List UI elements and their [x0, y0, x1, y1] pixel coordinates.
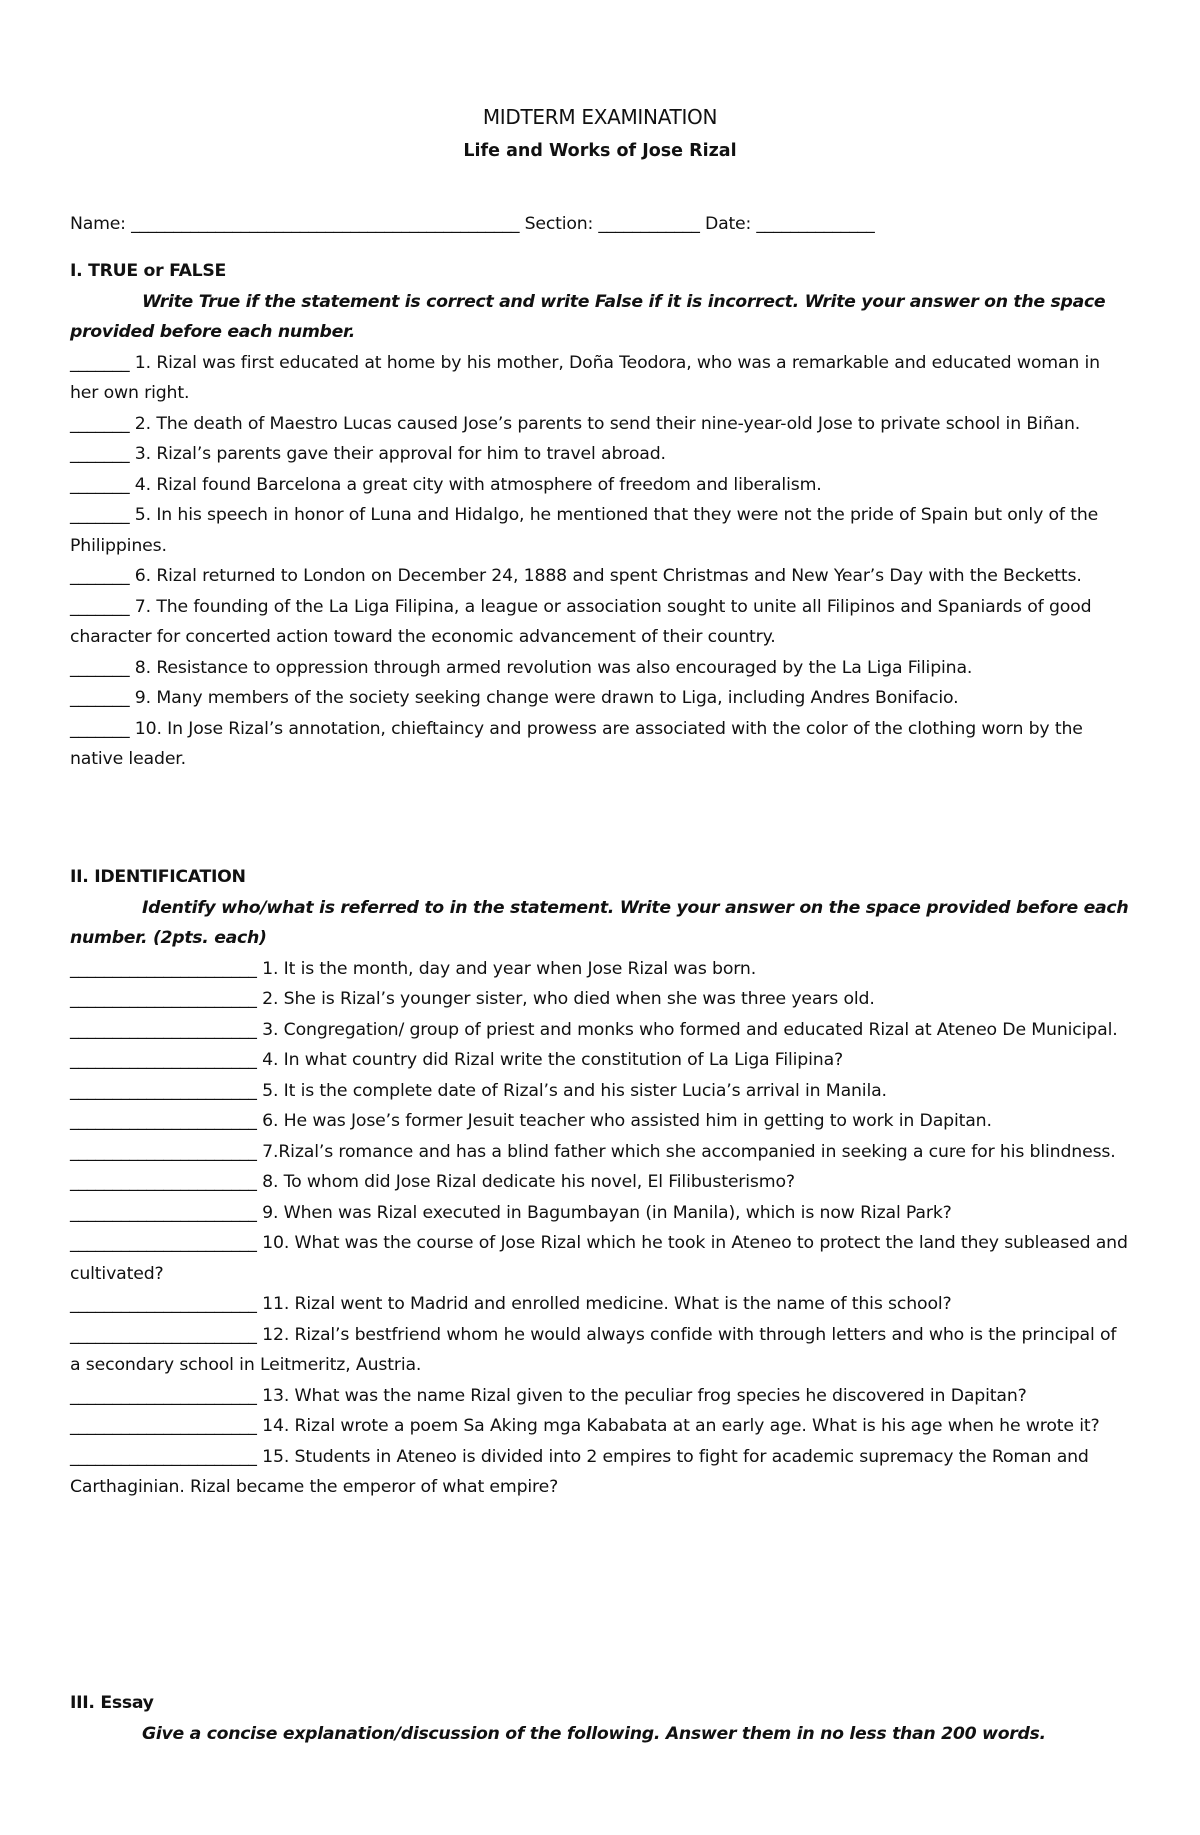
- item-text: 15. Students in Ateneo is divided into 2 empires to fight for academic supremacy the Roman and Carthaginian. Rizal became the emperor of what empire?: [70, 1446, 1089, 1497]
- part2-heading: II. IDENTIFICATION: [70, 867, 246, 887]
- list-item: [70, 1137, 1130, 1168]
- answer-blank: ______________________: [70, 1172, 257, 1192]
- list-item: [70, 1167, 1130, 1198]
- part1-instruction: Write True if the statement is correct and write False if it is incorrect. Write your answer on the space provided before each number.: [70, 291, 1106, 342]
- answer-blank: _______: [70, 474, 130, 495]
- list-item: [70, 683, 1130, 714]
- answer-blank: ______________________: [70, 1324, 257, 1345]
- part2-instruction: Identify who/what is referred to in the statement. Write your answer on the space provided before each number. (2pts. each): [70, 897, 1129, 948]
- list-item: [70, 954, 1130, 985]
- list-item: [70, 1015, 1130, 1046]
- item-text: 14. Rizal wrote a poem Sa Aking mga Kababata at an early age. What is his age when he wrote it?: [262, 1416, 1100, 1436]
- name-section-date-line: Name: ______________________________________________ Section: ____________ Date: ______________: [70, 214, 875, 234]
- item-text: 9. Many members of the society seeking change were drawn to Liga, including Andres Bonifacio.: [134, 688, 959, 708]
- item-text: 3. Rizal’s parents gave their approval for him to travel abroad.: [134, 444, 666, 464]
- item-text: 1. Rizal was first educated at home by his mother, Doña Teodora, who was a remarkable and educated woman in her own right.: [70, 352, 1100, 403]
- item-text: 5. It is the complete date of Rizal’s and his sister Lucia’s arrival in Manila.: [262, 1080, 887, 1101]
- list-item: [70, 592, 1130, 653]
- item-text: 12. Rizal’s bestfriend whom he would always confide with through letters and who is the principal of a secondary school in Leitmeritz, Austria.: [70, 1324, 1117, 1375]
- list-item: [70, 1106, 1130, 1137]
- item-text: 4. Rizal found Barcelona a great city with atmosphere of freedom and liberalism.: [134, 474, 822, 495]
- answer-blank: ______________________: [70, 1446, 257, 1467]
- list-item: [70, 1198, 1130, 1229]
- answer-blank: _______: [70, 688, 130, 708]
- item-text: 6. Rizal returned to London on December 24, 1888 and spent Christmas and New Year’s Day with the Becketts.: [134, 566, 1082, 586]
- list-item: [70, 439, 1130, 470]
- list-item: [70, 714, 1130, 775]
- item-text: 10. What was the course of Jose Rizal which he took in Ateneo to protect the land they subleased and cultivated?: [70, 1233, 1128, 1284]
- answer-blank: ______________________: [70, 1202, 257, 1223]
- item-text: 7. The founding of the La Liga Filipina, a league or association sought to unite all Filipinos and Spaniards of good character for concerted action toward the economic advancement of their country.: [70, 596, 1092, 647]
- list-item: [70, 1076, 1130, 1107]
- item-text: 8. To whom did Jose Rizal dedicate his novel, El Filibusterismo?: [262, 1172, 795, 1192]
- answer-blank: ______________________: [70, 1141, 257, 1162]
- list-item: [70, 1320, 1130, 1381]
- answer-blank: _______: [70, 444, 130, 464]
- answer-blank: _______: [70, 352, 130, 373]
- part3-heading: III. Essay: [70, 1693, 154, 1713]
- answer-blank: _______: [70, 505, 130, 525]
- part2-item-list: [70, 954, 1130, 1503]
- list-item: [70, 409, 1130, 440]
- answer-blank: ______________________: [70, 1111, 257, 1131]
- item-text: 8. Resistance to oppression through armed revolution was also encouraged by the La Liga Filipina.: [134, 657, 973, 678]
- item-text: 6. He was Jose’s former Jesuit teacher who assisted him in getting to work in Dapitan.: [262, 1111, 992, 1131]
- item-text: 13. What was the name Rizal given to the peculiar frog species he discovered in Dapitan?: [262, 1385, 1027, 1406]
- list-item: [70, 653, 1130, 684]
- answer-blank: ______________________: [70, 989, 257, 1009]
- answer-blank: ______________________: [70, 1019, 257, 1040]
- item-text: 2. She is Rizal’s younger sister, who died when she was three years old.: [262, 989, 875, 1009]
- list-item: [70, 1228, 1130, 1289]
- exam-subtitle: Life and Works of Jose Rizal: [463, 141, 737, 161]
- list-item: [70, 1411, 1130, 1442]
- list-item: [70, 470, 1130, 501]
- part1-true-or-false: [70, 256, 1130, 775]
- answer-blank: ______________________: [70, 1294, 257, 1314]
- answer-blank: _______: [70, 413, 130, 434]
- item-text: 7.Rizal’s romance and has a blind father which she accompanied in seeking a cure for his blindness.: [262, 1141, 1116, 1162]
- list-item: [70, 1381, 1130, 1412]
- part1-item-list: [70, 348, 1130, 775]
- item-text: 2. The death of Maestro Lucas caused Jose’s parents to send their nine-year-old Jose to private school in Biñan.: [134, 413, 1081, 434]
- item-text: 11. Rizal went to Madrid and enrolled medicine. What is the name of this school?: [262, 1294, 952, 1314]
- list-item: [70, 984, 1130, 1015]
- answer-blank: _______: [70, 657, 130, 678]
- part1-heading: I. TRUE or FALSE: [70, 261, 227, 281]
- list-item: [70, 1442, 1130, 1503]
- part2-identification: [70, 862, 1130, 1503]
- answer-blank: ______________________: [70, 1080, 257, 1101]
- answer-blank: ______________________: [70, 1233, 257, 1253]
- item-text: 1. It is the month, day and year when Jose Rizal was born.: [262, 958, 757, 979]
- list-item: [70, 348, 1130, 409]
- answer-blank: _______: [70, 596, 130, 617]
- item-text: 5. In his speech in honor of Luna and Hidalgo, he mentioned that they were not the pride of Spain but only of the Philippines.: [70, 505, 1099, 556]
- answer-blank: ______________________: [70, 1416, 257, 1436]
- answer-blank: ______________________: [70, 1050, 257, 1070]
- exam-title: MIDTERM EXAMINATION: [482, 105, 718, 129]
- list-item: [70, 500, 1130, 561]
- item-text: 4. In what country did Rizal write the constitution of La Liga Filipina?: [262, 1050, 844, 1070]
- part3-instruction: Give a concise explanation/discussion of the following. Answer them in no less than 200 words.: [142, 1723, 1046, 1744]
- part3-essay: [70, 1688, 1130, 1749]
- list-item: [70, 1289, 1130, 1320]
- answer-blank: ______________________: [70, 958, 257, 979]
- item-text: 9. When was Rizal executed in Bagumbayan (in Manila), which is now Rizal Park?: [262, 1202, 952, 1223]
- list-item: [70, 561, 1130, 592]
- item-text: 10. In Jose Rizal’s annotation, chieftaincy and prowess are associated with the color of the clothing worn by the native leader.: [70, 718, 1083, 769]
- list-item: [70, 1045, 1130, 1076]
- answer-blank: _______: [70, 718, 130, 739]
- item-text: 3. Congregation/ group of priest and monks who formed and educated Rizal at Ateneo De Municipal.: [262, 1019, 1118, 1040]
- answer-blank: ______________________: [70, 1385, 257, 1406]
- answer-blank: _______: [70, 566, 130, 586]
